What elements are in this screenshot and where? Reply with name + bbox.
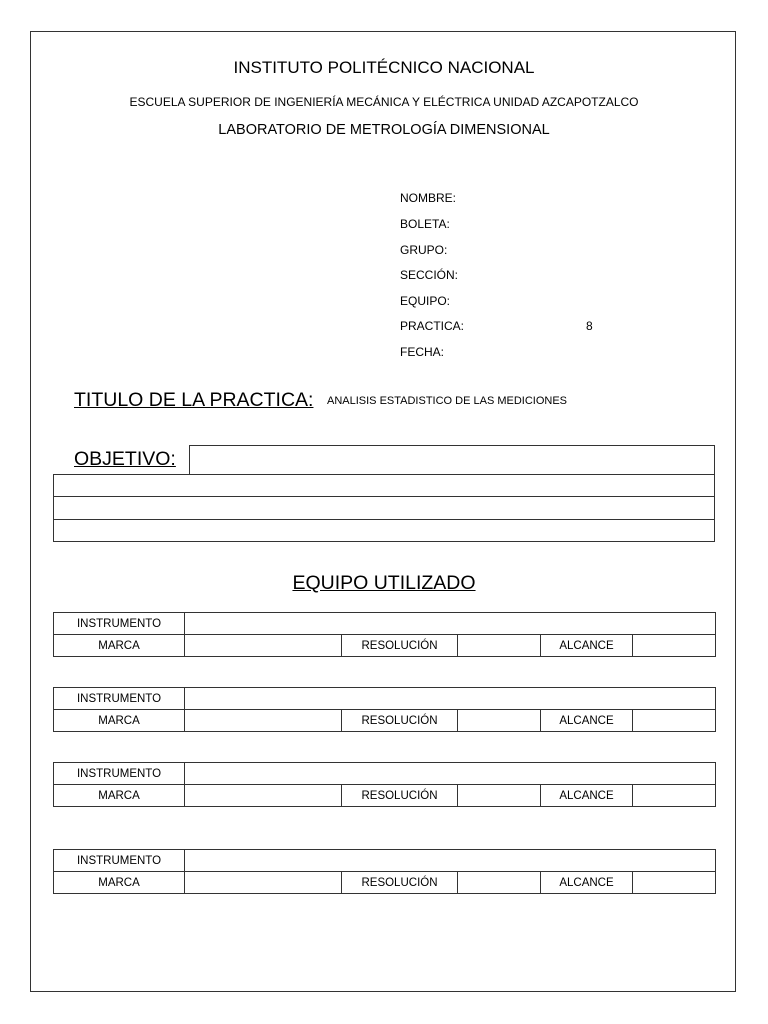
marca-label: MARCA xyxy=(54,710,185,732)
objetivo-line xyxy=(189,445,715,446)
instrument-row xyxy=(54,613,716,635)
objetivo-label: OBJETIVO: xyxy=(74,448,176,470)
marca-field xyxy=(185,872,342,894)
titulo-value: ANALISIS ESTADISTICO DE LAS MEDICIONES xyxy=(327,395,568,407)
alcance-label: ALCANCE xyxy=(541,635,633,657)
alcance-label: ALCANCE xyxy=(541,872,633,894)
instrument-table xyxy=(53,612,716,657)
marca-field xyxy=(185,635,342,657)
resolucion-field xyxy=(458,710,541,732)
marca-label: MARCA xyxy=(54,785,185,807)
laboratory-title: LABORATORIO DE METROLOGÍA DIMENSIONAL xyxy=(218,122,550,138)
instrumento-field xyxy=(185,850,716,872)
objetivo-line xyxy=(189,445,190,474)
instrumento-label: INSTRUMENTO xyxy=(54,850,185,872)
instrumento-label: INSTRUMENTO xyxy=(54,763,185,785)
marca-field xyxy=(185,710,342,732)
marca-label: MARCA xyxy=(54,635,185,657)
instrumento-field xyxy=(185,688,716,710)
instrument-row xyxy=(54,763,716,785)
specs-row xyxy=(54,710,716,732)
equipo-label: EQUIPO: xyxy=(400,294,451,308)
resolucion-label: RESOLUCIÓN xyxy=(342,635,458,657)
objetivo-line xyxy=(53,496,715,497)
school-subtitle: ESCUELA SUPERIOR DE INGENIERÍA MECÁNICA Y ELÉCTRICA UNIDAD AZCAPOTZALCO xyxy=(129,95,639,109)
fecha-label: FECHA: xyxy=(400,345,445,359)
alcance-field xyxy=(633,635,716,657)
alcance-field xyxy=(633,872,716,894)
page-border xyxy=(30,31,736,992)
resolucion-field xyxy=(458,635,541,657)
institution-title: INSTITUTO POLITÉCNICO NACIONAL xyxy=(233,58,535,77)
specs-row xyxy=(54,635,716,657)
resolucion-label: RESOLUCIÓN xyxy=(342,872,458,894)
alcance-field xyxy=(633,710,716,732)
marca-field xyxy=(185,785,342,807)
resolucion-label: RESOLUCIÓN xyxy=(342,785,458,807)
alcance-label: ALCANCE xyxy=(541,710,633,732)
equipo-utilizado-title: EQUIPO UTILIZADO xyxy=(292,572,476,594)
objetivo-line xyxy=(53,519,715,520)
titulo-label: TITULO DE LA PRACTICA: xyxy=(74,389,314,411)
objetivo-line xyxy=(53,541,715,542)
alcance-field xyxy=(633,785,716,807)
instrumento-field xyxy=(185,763,716,785)
practica-label: PRACTICA: xyxy=(400,319,465,333)
seccion-label: SECCIÓN: xyxy=(400,268,459,282)
instrumento-label: INSTRUMENTO xyxy=(54,613,185,635)
instrument-row xyxy=(54,688,716,710)
instrument-table xyxy=(53,849,716,894)
objetivo-line xyxy=(53,474,54,542)
specs-row xyxy=(54,872,716,894)
grupo-label: GRUPO: xyxy=(400,243,448,257)
instrument-table xyxy=(53,687,716,732)
resolucion-label: RESOLUCIÓN xyxy=(342,710,458,732)
boleta-label: BOLETA: xyxy=(400,217,450,231)
objetivo-line xyxy=(53,474,715,475)
instrumento-field xyxy=(185,613,716,635)
alcance-label: ALCANCE xyxy=(541,785,633,807)
nombre-label: NOMBRE: xyxy=(400,191,457,205)
instrument-row xyxy=(54,850,716,872)
resolucion-field xyxy=(458,872,541,894)
objetivo-line xyxy=(714,445,715,542)
marca-label: MARCA xyxy=(54,872,185,894)
practica-value: 8 xyxy=(586,319,593,333)
instrument-table xyxy=(53,762,716,807)
instrumento-label: INSTRUMENTO xyxy=(54,688,185,710)
resolucion-field xyxy=(458,785,541,807)
specs-row xyxy=(54,785,716,807)
